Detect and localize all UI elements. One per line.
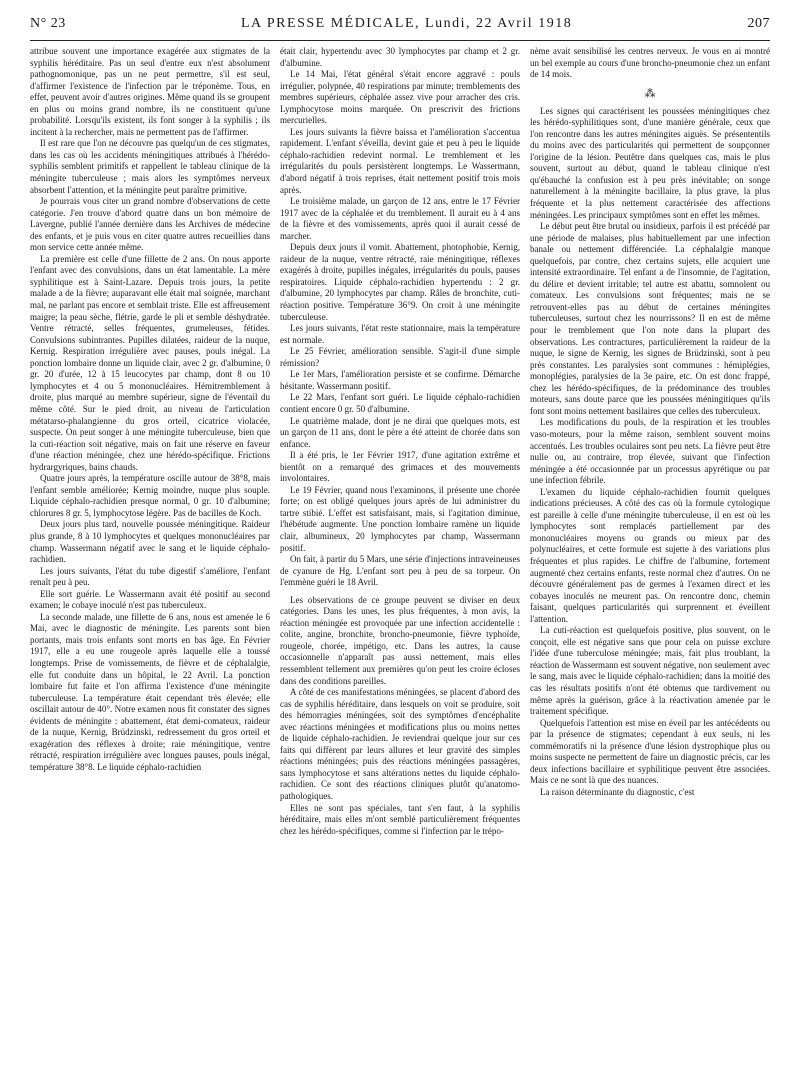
paragraph: Je pourrais vous citer un grand nombre d'observations de cette catégorie. J'en trouve d'abord quatre dans un bon mémoire de Lavergne, publié l'année dernière dans les Archives de médecine des enfants, et je puis vous en citer quatre autres recueillies dans mon service cette année même.	[30, 196, 270, 253]
section-asterism: ⁂	[644, 87, 656, 100]
paragraph: Le 25 Février, amélioration sensible. S'agit-il d'une simple rémission?	[280, 346, 520, 368]
paragraph: L'examen du liquide céphalo-rachidien fournit quelques indications précieuses. A côté des cas où la formule cytologique est pareille à celle d'une méningite tuberculeuse, il en est où les lymphocytes sont remplacés partiellement par des mononucléaires moyens ou grands ou mieux par des polynucléaires, et cette formule est sujette à des variations plus fréquentes et plus rapides. Le chiffre de l'albumine, fortement augmenté chez certains enfants, reste normal chez d'autres. On ne découvre généralement pas de germes à l'examen direct et les cobayes inoculés ne meurent pas. On rencontre donc, chemin faisant, quelques particularités qui surprennent et éveillent l'attention.	[530, 486, 770, 624]
paragraph: attribue souvent une importance exagérée aux stigmates de la syphilis héréditaire. Pas un seul d'entre eux n'est absolument pathognomonique, pas un ne peut permettre, s'il est seul, d'affirmer l'existence de l'infection par le tréponème. Tous, en effet, peuvent avoir d'autres origines. Même quand ils se groupent en plus ou moins grand nombre, ils ne constituent qu'une probabilité. Lorsqu'ils existent, ils font songer à la syphilis ; ils incitent à la rechercher, mais ne permettent pas de l'affirmer.	[30, 46, 270, 137]
paragraph: Le troisième malade, un garçon de 12 ans, entre le 17 Février 1917 avec de la céphalée et du tremblement. Il aurait eu à 4 ans de la fièvre et des vomissements, après quoi il aurait cessé de marcher.	[280, 196, 520, 241]
paragraph: Les modifications du pouls, de la respiration et les troubles vaso-moteurs, pour la même raison, semblent souvent moins accentués. Les troubles oculaires sont peu nets. La fièvre peut être nulle ou, au contraire, trop élevée, suivant que l'infection méningée a été occasionnée par un processus apyrétique ou par une infection fébrile.	[530, 417, 770, 486]
issue-number: N° 23	[30, 16, 66, 31]
paragraph: Il est rare que l'on ne découvre pas quelqu'un de ces stigmates, dans les cas où les accidents méningitiques attribués à l'hérédo-syphilis semblent primitifs et rappellent le tableau clinique de la méningite tuberculeuse ; mais alors les symptômes nerveux absorbent l'attention, et la méningite peut paraître primitive.	[30, 138, 270, 195]
paragraph: Le début peut être brutal ou insidieux, parfois il est précédé par une période de malaises, plus habituellement par une infection banale ou nettement différenciée. La céphalalgie manque quelquefois, par contre, chez certains sujets, elle acquiert une intensité extraordinaire. Tel enfant a de l'insomnie, de l'agitation, du délire et devient irritable; tel autre est abattu, somnolent ou comateux. Les convulsions sont fréquentes; mais ne se retrouvent-elles pas au début de certaines méningites tuberculeuses, surtout chez les nourrissons? Il en est de même pour le tremblement que l'on note dans la plupart des observations. Les contractures, particulièrement la raideur de la nuque, le signe de Kernig, les signes de Brüdzinski, sont à peu près constantes. Les paralysies sont communes : hémiplégies, monoplégies, paralysies de la 3e paire, etc. On est donc frappé, chez les hérédo-spécifiques, de la prédominance des troubles moteurs, sans doute parce que les poussées méningitiques qu'ils font sont moins nettement basilaires que celles des tuberculeux.	[530, 221, 770, 416]
header-rule	[30, 40, 770, 41]
paragraph: était clair, hypertendu avec 30 lymphocytes par champ et 2 gr. d'albumine.	[280, 46, 520, 68]
paragraph: Les jours suivants, l'état reste stationnaire, mais la température est normale.	[280, 323, 520, 345]
paragraph: Le 1er Mars, l'amélioration persiste et se confirme. Démarche hésitante. Wassermann positif.	[280, 369, 520, 391]
paragraph: Quelquefois l'attention est mise en éveil par les antécédents ou par la présence de stigmates; cependant à eux seuls, ni les commémoratifs ni la présence d'une lésion dystrophique plus ou moins suspecte ne permettent de faire un diagnostic précis, car les deux infections bacillaire et syphilitique peuvent être associées. Mais ce ne sont là que des nuances.	[530, 717, 770, 786]
paragraph: On fait, à partir du 5 Mars, une série d'injections intraveineuses de cyanure de Hg. L'enfant sort peu à peu de sa torpeur. On l'emmène guéri le 18 Avril.	[280, 554, 520, 588]
page-header	[30, 16, 770, 38]
paragraph: La première est celle d'une fillette de 2 ans. On nous apporte l'enfant avec des convulsions, dans un état lamentable. La mère syphilitique est à Saint-Lazare. Depuis trois jours, la petite malade a de la fièvre; auparavant elle était mal soignée, marchant mal, ne parlant pas encore et semblait triste. Elle est affreusement maigre; la peau sèche, flétrie, garde le pli et semble déshydratée. Ventre rétracté, selles fréquentes, grumeleuses, fétides. Convulsions subintrantes. Pupilles dilatées, raideur de la nuque, Kernig. Respiration irrégulière avec pauses, pouls inégal. La ponction lombaire donne un liquide clair, avec 2 gr. d'albumine, 0 gr. 20 d'urée, 12 à 15 leucocytes par champ, dont 8 ou 10 lymphocytes et 4 ou 5 mononucléaires. Hémitremblement à droite, plus marqué au membre supérieur, signe de l'éventail du même côté. Sur le pied droit, au niveau de l'articulation métatarso-phalangienne du gros orteil, cicatrice violacée, suspecte. On peut songer à une méningite tuberculeuse, bien que la cuti-réaction soit négative, mais on fait une réserve en faveur d'une réaction méningée, chez une hérédo-spécifique. Frictions hydrargyriques, bains chauds.	[30, 253, 270, 472]
paragraph: Les jours suivants la fièvre baissa et l'amélioration s'accentua rapidement. L'enfant s'éveilla, devint gaie et peu à peu le liquide céphalo-rachidien redevint normal. Le tremblement et les irrégularités du pouls persistèrent longtemps. Le Wassermann, d'abord négatif à trois reprises, était nettement positif trois mois après.	[280, 126, 520, 195]
paragraph: A côté de ces manifestations méningées, se placent d'abord des cas de syphilis héréditaire, dans lesquels on voit se produire, soit des hémorragies méningées, soit des symptômes d'encéphalite avec réactions méningées et modifications plus ou moins nettes de liquide céphalo-rachidien. Je reviendrai quelque jour sur ces faits qui diffèrent par leurs allures et leur gravité des simples réactions méningées; puis des réactions méningées passagères, sans lymphocytose et sans altérations nettes du liquide céphalo-rachidien. Ce sont des réactions cliniques plutôt qu'anatomo-pathologiques.	[280, 687, 520, 801]
column-middle	[280, 46, 520, 1076]
paragraph: Deux jours plus tard, nouvelle poussée méningitique. Raideur plus grande, 8 à 10 lymphocytes et quelques mononucléaires par champ. Wassermann négatif avec le sang et le liquide céphalo-rachidien.	[30, 519, 270, 565]
journal-title: LA PRESSE MÉDICALE, Lundi, 22 Avril 1918	[241, 16, 573, 31]
column-right	[530, 46, 770, 1076]
paragraph: Elle sort guérie. Le Wassermann avait été positif au second examen; le cobaye inoculé n'est pas tuberculeux.	[30, 588, 270, 611]
paragraph: Quatre jours après, la température oscille autour de 38°8, mais l'enfant semble améliorée; Kernig moindre, nuque plus souple. Liquide céphalo-rachidien presque normal, 0 gr. 10 d'albumine; chlorures 8 gr. 5, lymphocytose légère. Pas de bacilles de Koch.	[30, 473, 270, 518]
paragraph: Le 19 Février, quand nous l'examinons, il présente une chorée forte; on est obligé quelques jours après de lui administrer du tartre stibié. L'effet est satisfaisant, mais, si l'agitation diminue, l'hébétude augmente. Une ponction lombaire ramène un liquide clair, albumineux, 20 lymphocytes par champ, Wassermann positif.	[280, 484, 520, 553]
paragraph: Les signes qui caractérisent les poussées méningitiques chez les hérédo-syphilitiques sont, d'une manière générale, ceux que l'on rencontre dans les autres méningites aiguës. Se présententils du moins avec des particularités qui permettent de soupçonner l'origine de la lésion. Peutêtre dans quelques cas, mais le plus souvent, surtout au début, quand le tableau clinique n'est qu'ébauché la confusion est à peu près inévitable; on songe naturellement à la méningite bacillaire, la plus grave, la plus fréquente et la plus nettement caractérisée des affections méningées. Les principaux symptômes sont en effet les mêmes.	[530, 105, 770, 220]
column-left	[30, 46, 270, 1076]
paragraph: La cuti-réaction est quelquefois positive, plus souvent, on le conçoit, elle est négative sans que pour cela on puisse exclure l'idée d'une tuberculose méningée; mais, fait plus troublant, la réaction de Wassermann est souvent négative, non seulement avec le sang, mais avec le liquide céphalo-rachidien; dans la moitié des cas les résultats positifs n'ont été obtenus que tardivement ou même après la guérison, grâce à la réactivation amenée par le traitement spécifique.	[530, 625, 770, 717]
paragraph: Elles ne sont pas spéciales, tant s'en faut, à la syphilis héréditaire, mais elles m'ont semblé particulièrement fréquentes chez les hérédo-spécifiques, comme si l'infection par le trépo-	[280, 802, 520, 836]
paragraph: Il a été pris, le 1er Février 1917, d'une agitation extrême et bientôt on a remarqué des grimaces et des mouvements involontaires.	[280, 450, 520, 484]
page-number: 207	[747, 16, 770, 31]
paragraph: La raison déterminante du diagnostic, c'est	[540, 786, 695, 797]
paragraph: Les jours suivants, l'état du tube digestif s'améliore, l'enfant renaît peu à peu.	[30, 565, 270, 588]
paragraph: Depuis deux jours il vomit. Abattement, photophobie, Kernig, raideur de la nuque, ventre rétracté, raie méningitique, réflexes exagérés à droite, pupilles inégales, irrégularités du pouls, pauses respiratoires. Liquide céphalo-rachidien hypertendu : 2 gr. d'albumine, 20 lymphocytes par champ. Râles de bronchite, cuti-réaction positive. Température 36°9. On croit à une méningite tuberculeuse.	[280, 242, 520, 322]
paragraph: Le 14 Mai, l'état général s'était encore aggravé : pouls irrégulier, polypnée, 40 respirations par minute; tremblements des membres supérieurs, céphalée assez vive pour arracher des cris. Lymphocytose moins marquée. On prescrivit des frictions mercurielles.	[280, 69, 520, 126]
paragraph: Le quatrième malade, dont je ne dirai que quelques mots, est un garçon de 11 ans, dont le père a été atteint de chorée dans son enfance.	[280, 415, 520, 449]
paragraph: Le 22 Mars, l'enfant sort guéri. Le liquide céphalo-rachidien contient encore 0 gr. 50 d'albumine.	[280, 392, 520, 414]
paragraph: Les observations de ce groupe peuvent se diviser en deux catégories. Dans les unes, les plus fréquentes, à mon avis, la réaction méningée est provoquée par une infection accidentelle : colite, angine, bronchite, broncho-pneumonie, fièvre typhoïde, rougeole, chorée, impétigo, etc. Dans les autres, la cause occasionnelle n'apparaît pas aussi nettement, mais elles ressemblent tellement aux premières qu'on peut les croire écloses dans des conditions pareilles.	[280, 594, 520, 686]
text-columns	[30, 46, 770, 1076]
paragraph: La seconde malade, une fillette de 6 ans, nous est amenée le 6 Mai, avec le diagnostic de méningite. Les parents sont bien portants, mais trois enfants sont morts en bas âge. En Février 1917, elle a eu une rougeole après laquelle elle a toussé longtemps. Prise de vomissements, de fièvre et de céphalalgie, elle fut conduite dans un hôpital, le 22 Avril. La ponction lombaire fut faite et l'on affirma l'existence d'une méningite tuberculeuse. La température était cependant très élevée; elle oscillait autour de 40°. Notre examen nous fit constater des signes évidents de méningite : abattement, état demi-comateux, raideur de la nuque, Kernig, Brüdzinski, redressement du gros orteil et exagération des réflexes à droite; raie méningitique, ventre rétracté, respiration irrégulière avec longues pauses, pouls inégal, température 38°8. Le liquide céphalo-rachidien	[30, 611, 270, 772]
paragraph: nème avait sensibilisé les centres nerveux. Je vous en ai montré un bel exemple au cours d'une broncho-pneumonie chez un enfant de 14 mois.	[530, 46, 770, 80]
